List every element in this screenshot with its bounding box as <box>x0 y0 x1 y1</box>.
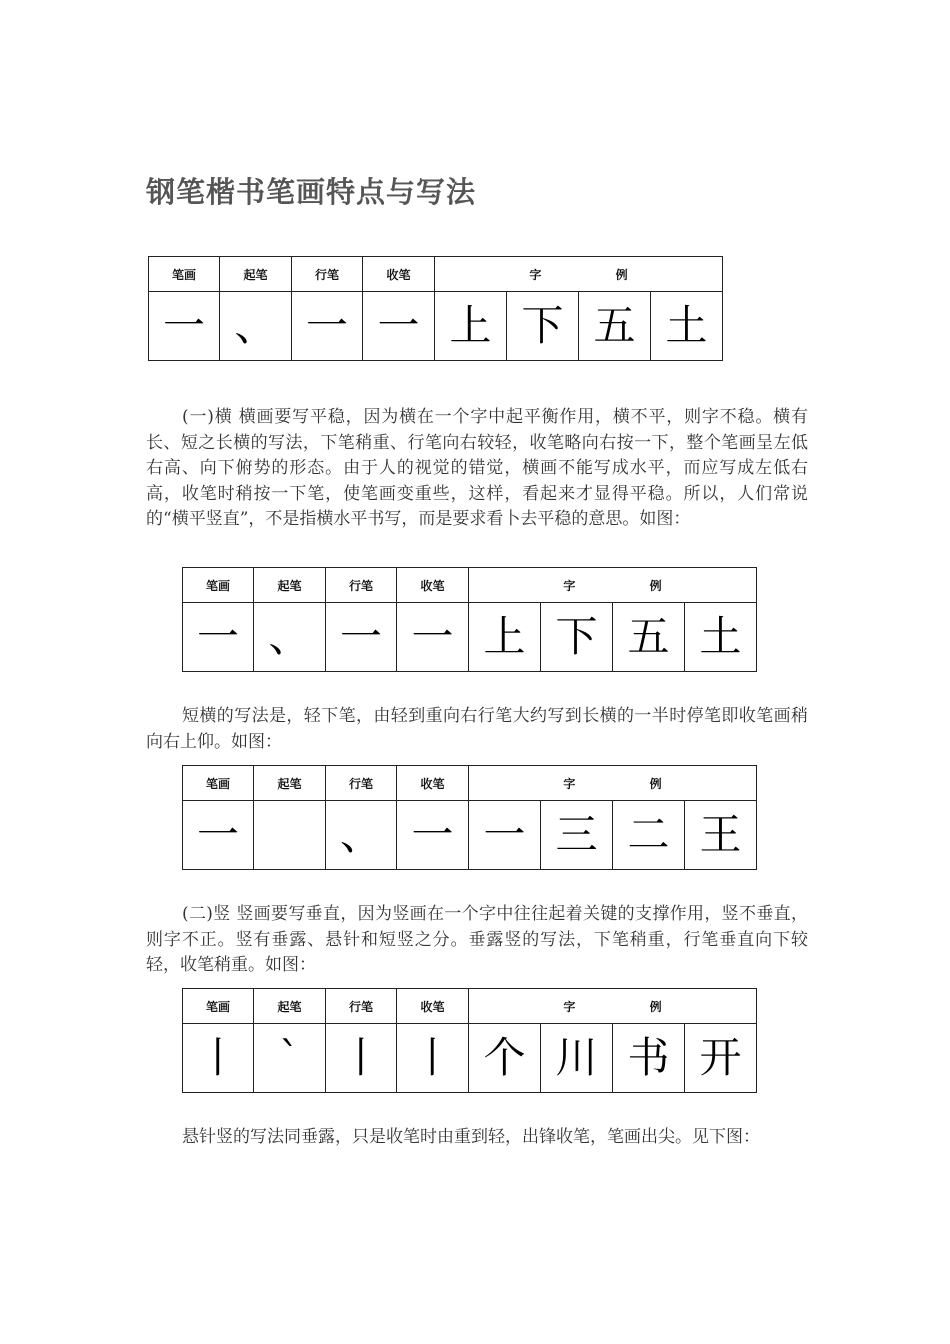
table-header-row <box>183 568 757 603</box>
table-row <box>183 1024 757 1093</box>
example-char: 五 <box>613 603 685 672</box>
paragraph-xuanzhen: 悬针竖的写法同垂露，只是收笔时由重到轻，出锋收笔，笔画出尖。见下图： <box>182 1127 760 1147</box>
table-row <box>183 603 757 672</box>
stroke-cell: 丨 <box>183 1024 254 1093</box>
move-cell: 一 <box>326 603 397 672</box>
stroke-cell: 一 <box>183 603 254 672</box>
move-cell: 、 <box>326 801 397 870</box>
header-move: 行笔 <box>292 257 363 292</box>
example-char: 王 <box>685 801 757 870</box>
header-start: 起笔 <box>254 989 326 1024</box>
example-char: 个 <box>469 1024 541 1093</box>
header-end: 收笔 <box>397 766 469 801</box>
header-examples: 字 例 <box>469 766 757 801</box>
page-title: 钢笔楷书笔画特点与写法 <box>146 175 477 209</box>
example-char: 开 <box>685 1024 757 1093</box>
start-cell: ` <box>254 1024 326 1093</box>
example-char: 五 <box>579 292 651 361</box>
end-cell: 一 <box>397 801 469 870</box>
example-char: 下 <box>541 603 613 672</box>
table-header-row <box>183 766 757 801</box>
header-move: 行笔 <box>326 989 397 1024</box>
end-cell: 丨 <box>397 1024 469 1093</box>
start-cell: 、 <box>220 292 292 361</box>
paragraph-shu: (二)竖 竖画要写垂直，因为竖画在一个字中往往起着关键的支撑作用，竖不垂直，则字不正。竖有垂露、悬针和短竖之分。垂露竖的写法，下笔稍重，行笔垂直向下较轻，收笔稍重。如图： <box>146 904 808 975</box>
header-examples: 字 例 <box>435 257 723 292</box>
paragraph-short-heng: 短横的写法是，轻下笔，由轻到重向右行笔大约写到长横的一半时停笔即收笔画稍向右上仰。如图： <box>146 706 808 752</box>
table-row <box>183 801 757 870</box>
example-char: 三 <box>541 801 613 870</box>
header-stroke: 笔画 <box>149 257 220 292</box>
header-start: 起笔 <box>254 568 326 603</box>
header-stroke: 笔画 <box>183 766 254 801</box>
example-char: 土 <box>685 603 757 672</box>
header-end: 收笔 <box>397 989 469 1024</box>
header-stroke: 笔画 <box>183 568 254 603</box>
header-start: 起笔 <box>220 257 292 292</box>
example-char: 川 <box>541 1024 613 1093</box>
table-header-row <box>183 989 757 1024</box>
stroke-table-4 <box>182 988 757 1093</box>
header-stroke: 笔画 <box>183 989 254 1024</box>
example-char: 二 <box>613 801 685 870</box>
example-char: 上 <box>469 603 541 672</box>
header-examples: 字 例 <box>469 568 757 603</box>
move-cell: 一 <box>292 292 363 361</box>
header-end: 收笔 <box>397 568 469 603</box>
header-start: 起笔 <box>254 766 326 801</box>
end-cell: 一 <box>363 292 435 361</box>
example-char: 一 <box>469 801 541 870</box>
header-examples: 字 例 <box>469 989 757 1024</box>
header-move: 行笔 <box>326 766 397 801</box>
paragraph-heng: (一)横 横画要写平稳，因为横在一个字中起平衡作用，横不平，则字不稳。横有长、短之长横的写法，下笔稍重、行笔向右较轻，收笔略向右按一下，整个笔画呈左低右高、向下俯势的形态。由于人的视觉的错觉，横画不能写成水平，而应写成左低右高，收笔时稍按一下笔，使笔画变重些，这样，看起来才显得平稳。所以，人们常说的“横平竖直”，不是指横水平书写，而是要求看卜去平稳的意思。如图： <box>146 407 808 529</box>
start-cell: 、 <box>254 603 326 672</box>
example-char: 上 <box>435 292 507 361</box>
stroke-table-1 <box>148 256 723 361</box>
example-char: 土 <box>651 292 723 361</box>
stroke-cell: 一 <box>183 801 254 870</box>
end-cell: 一 <box>397 603 469 672</box>
stroke-cell: 一 <box>149 292 220 361</box>
stroke-table-3 <box>182 765 757 870</box>
header-end: 收笔 <box>363 257 435 292</box>
example-char: 书 <box>613 1024 685 1093</box>
example-char: 下 <box>507 292 579 361</box>
table-header-row <box>149 257 723 292</box>
start-cell <box>254 801 326 870</box>
move-cell: 丨 <box>326 1024 397 1093</box>
header-move: 行笔 <box>326 568 397 603</box>
stroke-table-2 <box>182 567 757 672</box>
table-row <box>149 292 723 361</box>
